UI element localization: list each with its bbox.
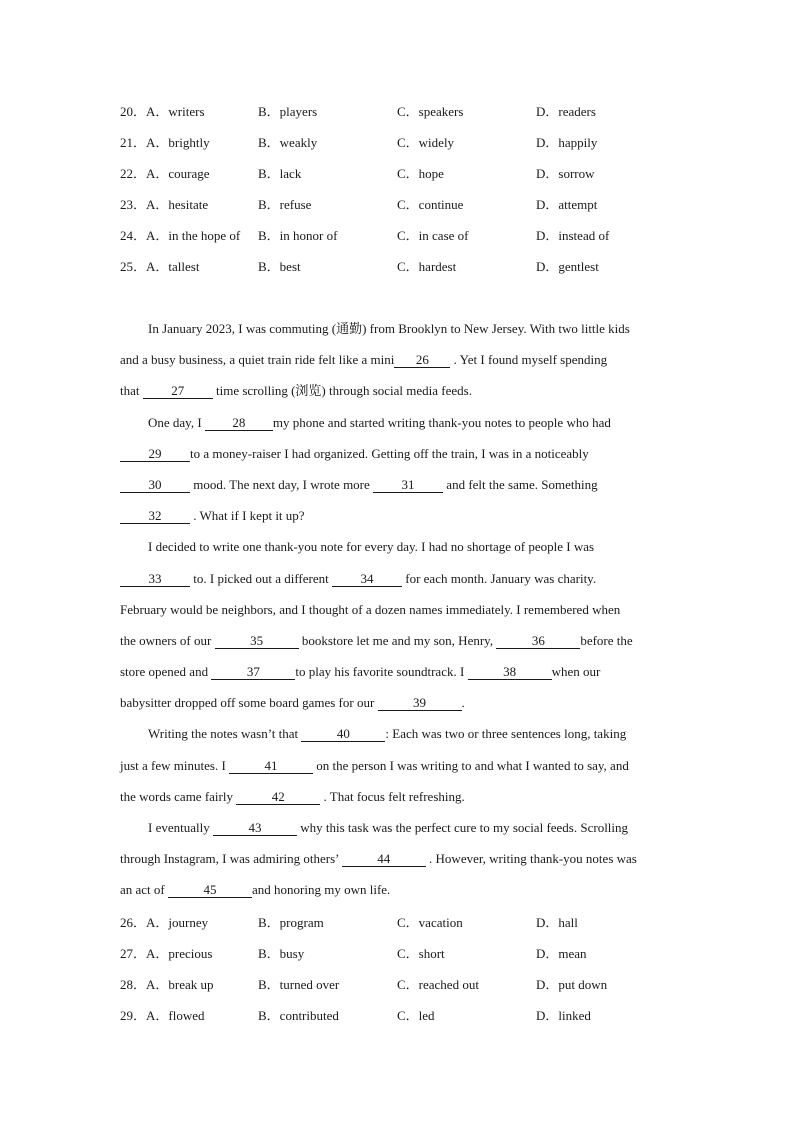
passage-line: In January 2023, I was commuting (通勤) from Brooklyn to New Jersey. With two little kids bbox=[148, 321, 630, 336]
blank-30: 30 bbox=[120, 477, 190, 493]
option-a: 26．A．journey bbox=[120, 915, 209, 930]
option-d: D．hall bbox=[536, 915, 578, 930]
options-bottom bbox=[120, 913, 680, 1037]
option-b: B．weakly bbox=[258, 135, 318, 150]
option-a: 27．A．precious bbox=[120, 946, 213, 961]
options-top bbox=[120, 102, 680, 288]
passage-line: babysitter dropped off some board games for our 39 . bbox=[120, 695, 465, 711]
option-c: C．continue bbox=[397, 197, 464, 212]
option-c: C．hardest bbox=[397, 259, 457, 274]
option-a: 21．A．brightly bbox=[120, 135, 210, 150]
option-a: 23．A．hesitate bbox=[120, 197, 209, 212]
blank-42: 42 bbox=[236, 789, 320, 805]
option-row bbox=[120, 102, 680, 133]
option-b: B．refuse bbox=[258, 197, 312, 212]
passage-line: Writing the notes wasn’t that 40 : Each was two or three sentences long, taking bbox=[148, 726, 627, 742]
option-d: D．put down bbox=[536, 977, 608, 992]
option-c: C．widely bbox=[397, 135, 455, 150]
option-d: D．attempt bbox=[536, 197, 598, 212]
option-b: B．lack bbox=[258, 166, 302, 181]
option-c: C．in case of bbox=[397, 228, 469, 243]
option-row bbox=[120, 195, 680, 226]
blank-36: 36 bbox=[496, 633, 580, 649]
blank-40: 40 bbox=[301, 726, 385, 742]
passage-line: an act of 45 and honoring my own life. bbox=[120, 882, 391, 898]
option-b: B．best bbox=[258, 259, 301, 274]
passage-line: I decided to write one thank-you note for every day. I had no shortage of people I was bbox=[148, 539, 595, 555]
blank-28: 28 bbox=[205, 415, 273, 431]
option-a: 28．A．break up bbox=[120, 977, 214, 992]
blank-44: 44 bbox=[342, 851, 426, 867]
option-row bbox=[120, 1006, 680, 1037]
blank-34: 34 bbox=[332, 571, 402, 587]
option-row bbox=[120, 975, 680, 1006]
option-b: B．program bbox=[258, 915, 324, 930]
option-c: C．vacation bbox=[397, 915, 463, 930]
passage-line: February would be neighbors, and I thought of a dozen names immediately. I remembered when bbox=[120, 601, 621, 617]
option-b: B．players bbox=[258, 104, 318, 119]
blank-33: 33 bbox=[120, 571, 190, 587]
option-d: D．gentlest bbox=[536, 259, 599, 274]
option-b: B．busy bbox=[258, 946, 305, 961]
option-row bbox=[120, 913, 680, 944]
passage-line: just a few minutes. I 41 on the person I was writing to and what I wanted to say, and bbox=[120, 757, 629, 773]
option-row bbox=[120, 944, 680, 975]
blank-27: 27 bbox=[143, 383, 213, 399]
blank-35: 35 bbox=[215, 633, 299, 649]
passage-line: and a busy business, a quiet train ride felt like a mini 26 . Yet I found myself spending bbox=[120, 352, 608, 368]
option-d: D．instead of bbox=[536, 228, 610, 243]
option-c: C．short bbox=[397, 946, 445, 961]
option-a: 24．A．in the hope of bbox=[120, 228, 241, 243]
passage-line: 29 to a money-raiser I had organized. Getting off the train, I was in a noticeably bbox=[120, 443, 680, 474]
blank-43: 43 bbox=[213, 820, 297, 836]
passage-line: 32 . What if I kept it up? bbox=[120, 505, 680, 536]
option-row bbox=[120, 133, 680, 164]
option-d: D．sorrow bbox=[536, 166, 595, 181]
passage-line: the words came fairly 42 . That focus felt refreshing. bbox=[120, 788, 465, 804]
blank-39: 39 bbox=[378, 695, 462, 711]
option-a: 22．A．courage bbox=[120, 166, 210, 181]
option-b: B．in honor of bbox=[258, 228, 338, 243]
option-b: B．contributed bbox=[258, 1008, 339, 1023]
blank-29: 29 bbox=[120, 446, 190, 462]
option-d: D．readers bbox=[536, 104, 596, 119]
passage-line: 30 mood. The next day, I wrote more 31 and felt the same. Something bbox=[120, 474, 680, 505]
blank-41: 41 bbox=[229, 758, 313, 774]
option-c: C．reached out bbox=[397, 977, 479, 992]
option-a: 25．A．tallest bbox=[120, 259, 200, 274]
blank-31: 31 bbox=[373, 477, 443, 493]
option-row bbox=[120, 164, 680, 195]
option-d: D．mean bbox=[536, 946, 587, 961]
cloze-passage bbox=[120, 318, 680, 911]
blank-38: 38 bbox=[468, 664, 552, 680]
passage-line: One day, I 28 my phone and started writing thank-you notes to people who had bbox=[148, 414, 611, 430]
blank-45: 45 bbox=[168, 882, 252, 898]
passage-line: through Instagram, I was admiring others’ 44 . However, writing thank-you notes was bbox=[120, 851, 637, 867]
blank-26: 26 bbox=[394, 352, 450, 368]
option-c: C．speakers bbox=[397, 104, 464, 119]
passage-line: that 27 time scrolling (浏览) through social media feeds. bbox=[120, 383, 472, 399]
option-c: C．hope bbox=[397, 166, 444, 181]
blank-37: 37 bbox=[211, 664, 295, 680]
blank-32: 32 bbox=[120, 508, 190, 524]
option-d: D．linked bbox=[536, 1008, 591, 1023]
passage-line: I eventually 43 why this task was the perfect cure to my social feeds. Scrolling bbox=[148, 820, 629, 835]
option-b: B．turned over bbox=[258, 977, 340, 992]
passage-line: store opened and 37 to play his favorite soundtrack. I 38 when our bbox=[120, 664, 601, 680]
option-row bbox=[120, 257, 680, 288]
option-c: C．led bbox=[397, 1008, 435, 1023]
passage-line: the owners of our 35 bookstore let me and my son, Henry, 36 before the bbox=[120, 632, 633, 648]
option-d: D．happily bbox=[536, 135, 598, 150]
option-a: 20．A．writers bbox=[120, 104, 205, 119]
option-row bbox=[120, 226, 680, 257]
option-a: 29．A．flowed bbox=[120, 1008, 205, 1023]
passage-line: 33 to. I picked out a different 34 for each month. January was charity. bbox=[120, 568, 680, 599]
